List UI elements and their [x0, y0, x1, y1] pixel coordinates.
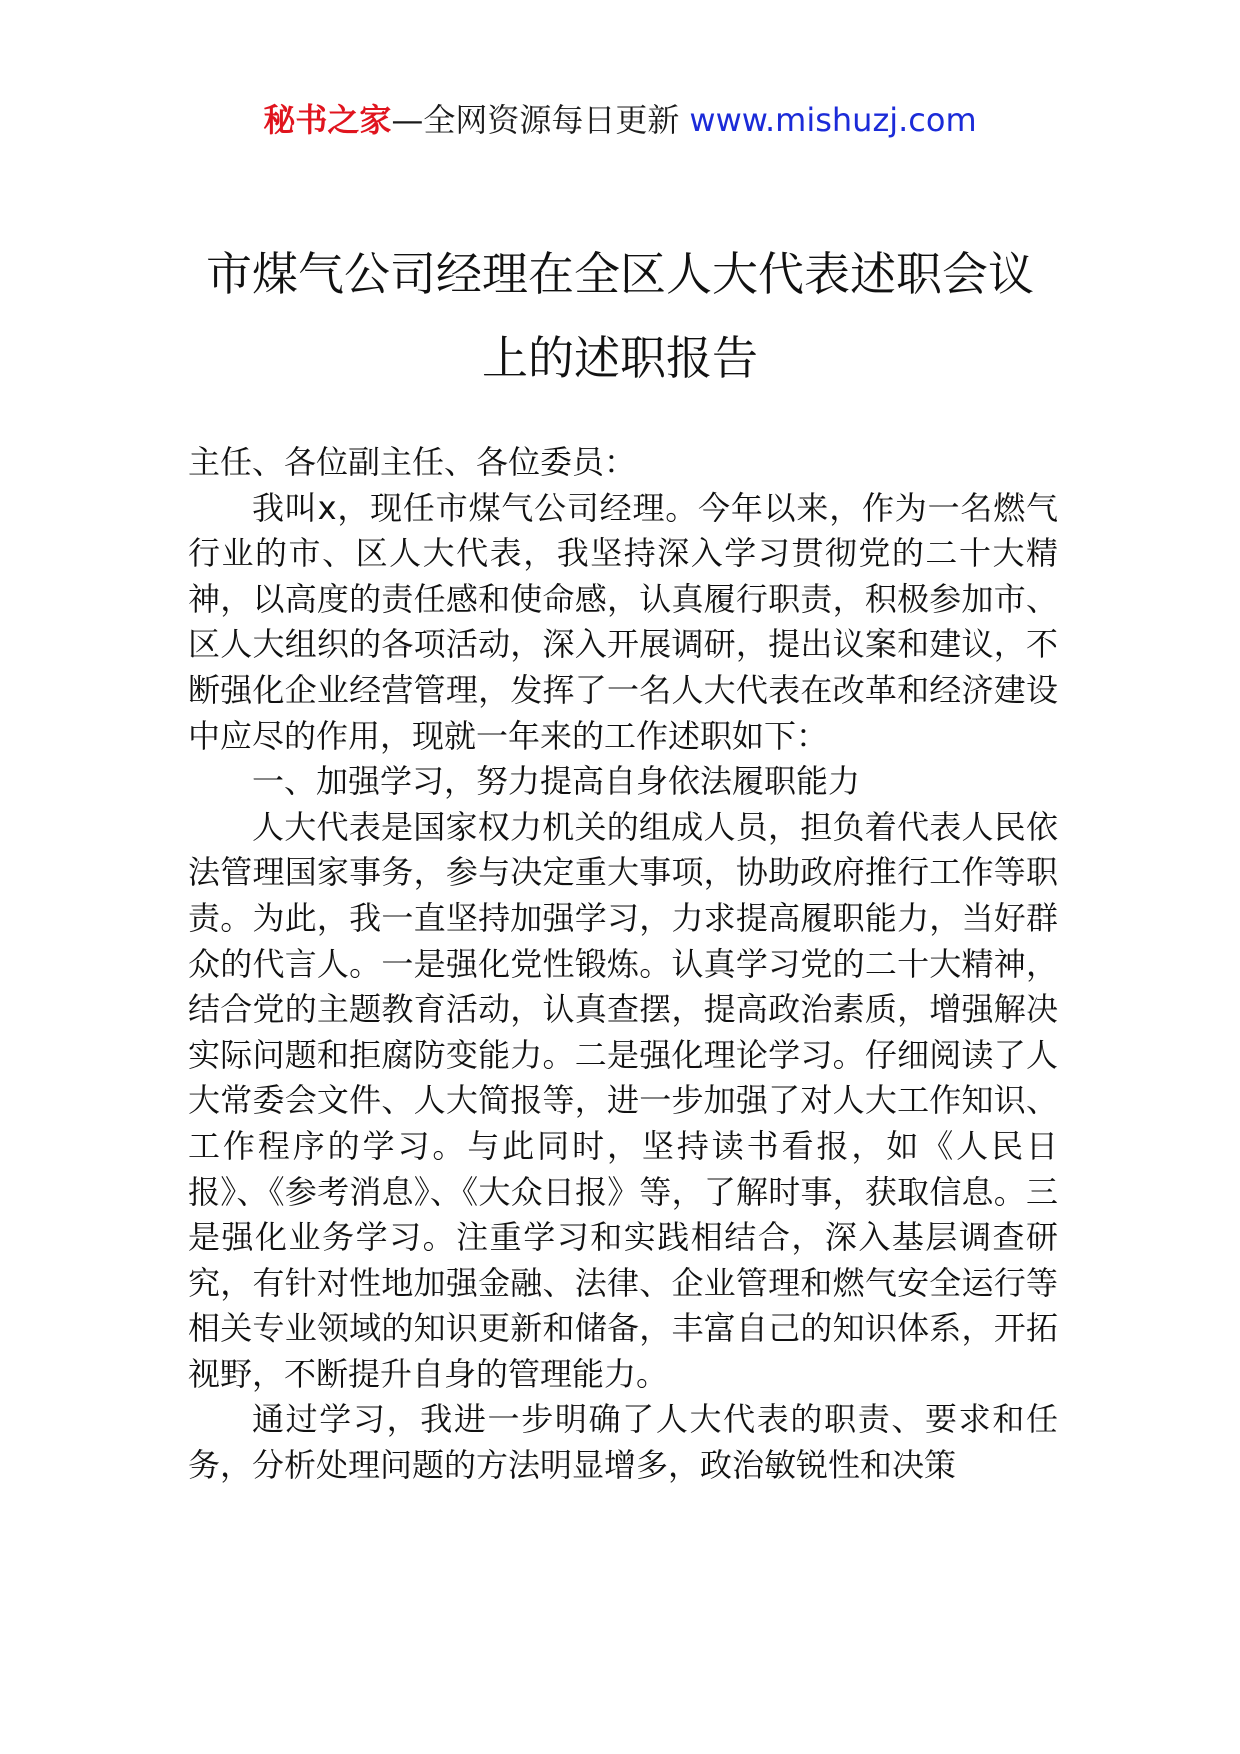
site-header: [0, 98, 1240, 142]
salutation: 主任、各位副主任、各位委员：: [188, 443, 637, 481]
header-slogan: 全网资源每日更新: [423, 101, 680, 139]
section-heading-1: 一、加强学习，努力提高自身依法履职能力: [252, 762, 861, 801]
section-1-paragraph-1: 人大代表是国家权力机关的组成人员，担负着代表人民依法管理国家事务，参与决定重大事项，协助政府推行工作等职责。为此，我一直坚持加强学习，力求提高履职能力，当好群众的代言人。一是强化党性锻炼。认真学习党的二十大精神，结合党的主题教育活动，认真查摆，提高政治素质，增强解决实际问题和拒腐防变能力。二是强化理论学习。仔细阅读了人大常委会文件、人大简报等，进一步加强了对人大工作知识、工作程序的学习。与此同时，坚持读书看报，如《人民日报》、《参考消息》、《大众日报》等，了解时事，获取信息。三是强化业务学习。注重学习和实践相结合，深入基层调查研究，有针对性地加强金融、法律、企业管理和燃气安全运行等相关专业领域的知识更新和储备，丰富自己的知识体系，开拓视野，不断提升自身的管理能力。: [188, 807, 1058, 1393]
header-dash: —: [391, 101, 424, 139]
document-title: [150, 232, 1090, 400]
document-body: [188, 440, 1058, 1489]
title-line-1: 市煤气公司经理在全区人大代表述职会议: [206, 247, 1034, 301]
site-url-link[interactable]: www.mishuzj.com: [689, 101, 977, 139]
intro-paragraph: 我叫x，现任市煤气公司经理。今年以来，作为一名燃气行业的市、区人大代表，我坚持深入学习贯彻党的二十大精神，以高度的责任感和使命感，认真履行职责，积极参加市、区人大组织的各项活动，深入开展调研，提出议案和建议，不断强化企业经营管理，发挥了一名人大代表在改革和经济建设中应尽的作用，现就一年来的工作述职如下：: [188, 488, 1058, 755]
title-line-2: 上的述职报告: [482, 331, 758, 385]
section-1-paragraph-2: 通过学习，我进一步明确了人大代表的职责、要求和任务，分析处理问题的方法明显增多，政治敏锐性和决策: [188, 1400, 1058, 1485]
brand-name: 秘书之家: [263, 101, 392, 139]
